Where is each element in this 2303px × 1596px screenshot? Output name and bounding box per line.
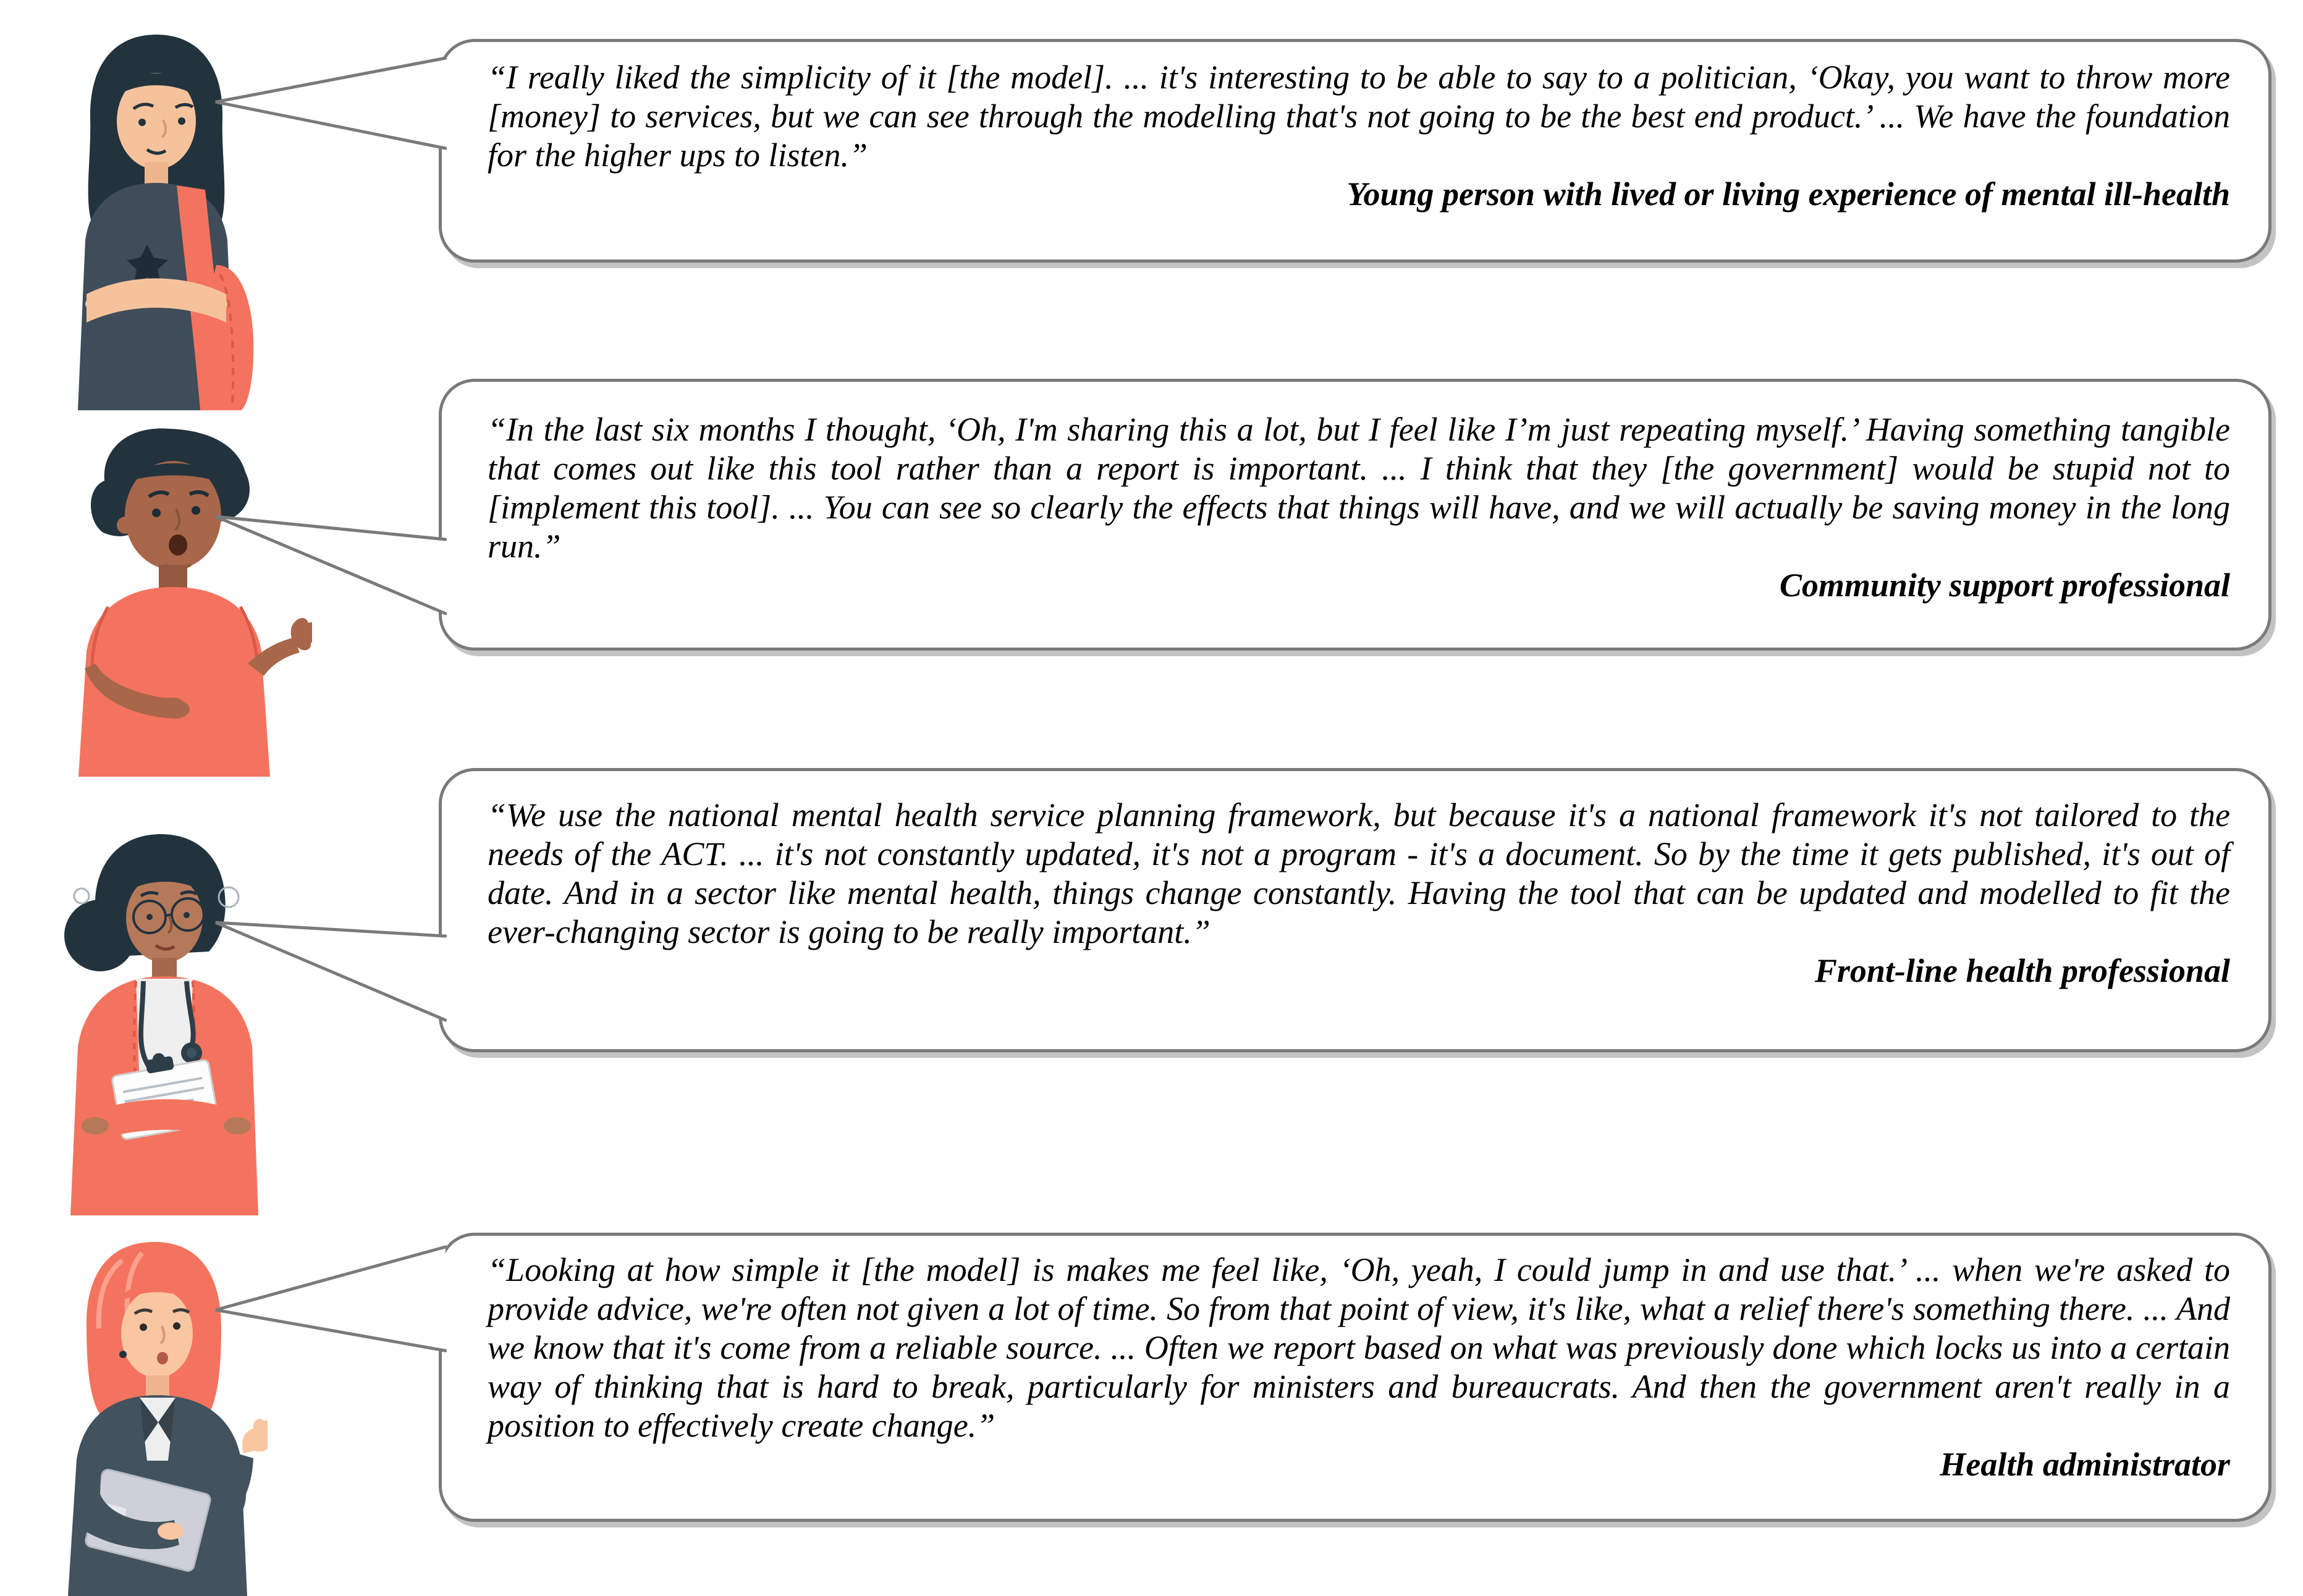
speech-bubble-health-administrator <box>439 1233 2271 1522</box>
quote-attribution: Young person with lived or living experience of mental ill-health <box>1346 175 2230 213</box>
backpack <box>208 265 253 410</box>
quote-attribution: Front-line health professional <box>1814 952 2230 989</box>
quote-text: “Looking at how simple it [the model] is makes me feel like, ‘Oh, yeah, I could jump in and use that.’ ... when we're asked to provide advice, we're often not given a lot of time. So from that point of view, it's like, what a relief there's something there. ... And we know that it's come from a reliable source. ... Often we report based on what was previously done which locks us into a certain way of thinking that is hard to break, particularly for ministers and bureaucrats. And then the government aren't really in a position to effectively create change.” <box>488 1251 2230 1444</box>
speech-bubble-community-support-professional <box>439 379 2271 651</box>
speech-bubble-tail <box>212 916 447 1024</box>
quote-text: “In the last six months I thought, ‘Oh, I'm sharing this a lot, but I feel like I’m just repeating myself.’ Having something tangible that comes out like this tool rather than a report is important. ... I think that they [the government] would be stupid not to [implement this tool]. ... You can see so clearly the effects that things will have, and we will actually be saving money in the long run.” <box>488 411 2230 565</box>
quote-text: “I really liked the simplicity of it [the model]. ... it's interesting to be able to say to a politician, ‘Okay, you want to throw more [money] to services, but we can see through the modelling that's not going to be the best end product.’ ... We have the foundation for the higher ups to listen.” <box>488 59 2230 174</box>
speech-bubble-tail <box>212 1241 447 1355</box>
speech-bubble-young-person <box>439 39 2271 263</box>
quote-attribution: Health administrator <box>1940 1446 2230 1483</box>
face <box>116 73 196 169</box>
quote-text: “We use the national mental health service planning framework, but because it's a national framework it's not tailored to the needs of the ACT. ... it's not constantly updated, it's not a program - it's a document. So by the time it gets published, it's out of date. And in a sector like mental health, things change constantly. Having the tool that can be updated and modelled to fit the ever-changing sector is going to be really important.” <box>488 796 2230 950</box>
speech-bubble-tail <box>212 49 447 154</box>
quote-attribution: Community support professional <box>1779 567 2230 604</box>
face <box>117 461 223 570</box>
speech-bubble-tail <box>212 512 447 623</box>
speech-bubble-front-line-health-professional <box>439 768 2271 1052</box>
earring <box>119 1351 127 1358</box>
